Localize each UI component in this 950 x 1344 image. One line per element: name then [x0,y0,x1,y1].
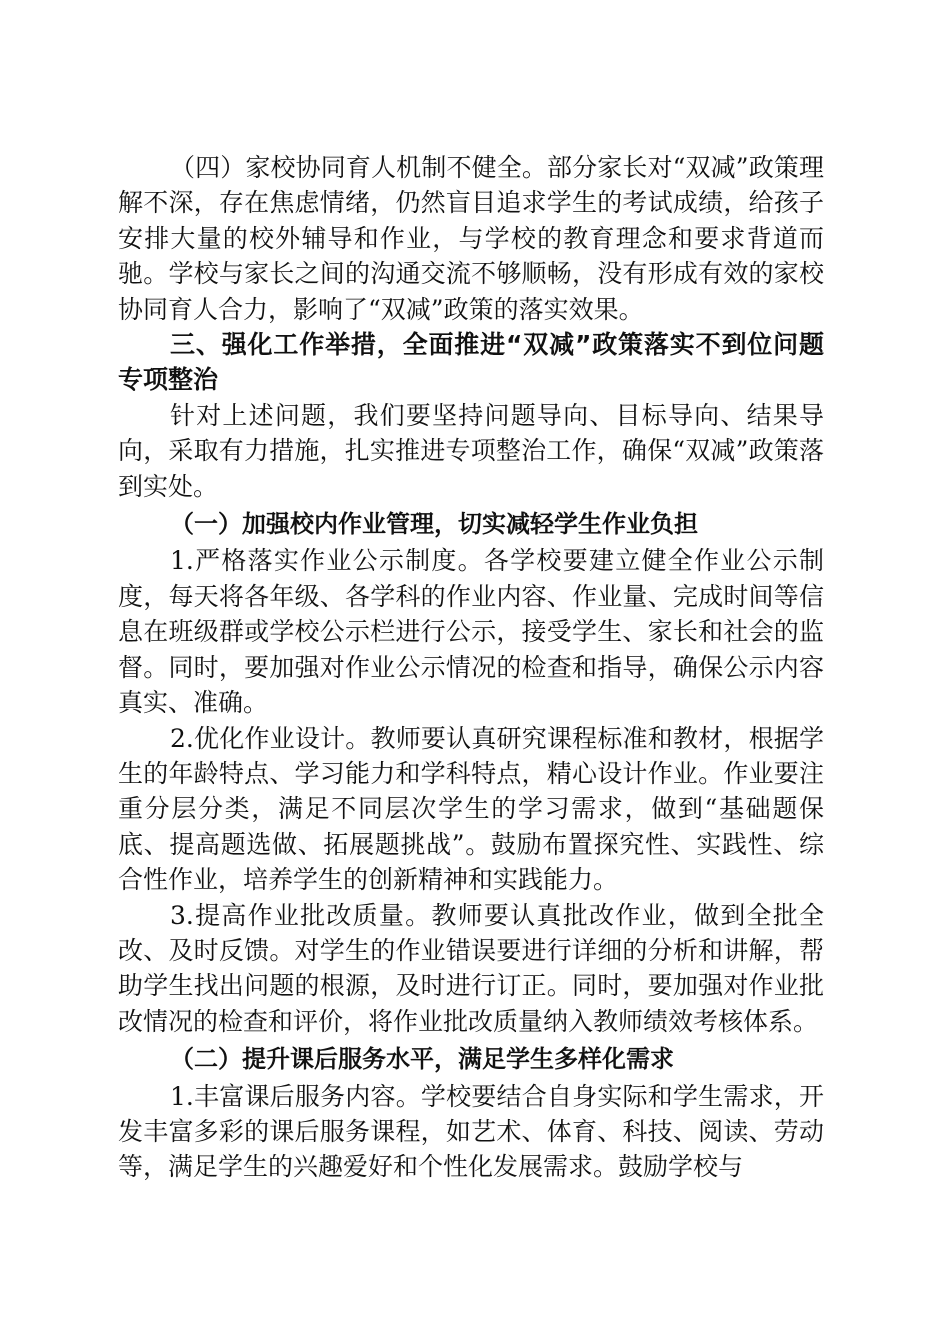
paragraph-service-content: 1.丰富课后服务内容。学校要结合自身实际和学生需求，开发丰富多彩的课后服务课程，如艺术、体育、科技、阅读、劳动等，满足学生的兴趣爱好和个性化发展需求。鼓励学校与 [118,1081,824,1182]
paragraph-homework-design: 2.优化作业设计。教师要认真研究课程标准和教材，根据学生的年龄特点、学习能力和学科特点，精心设计作业。作业要注重分层分类，满足不同层次学生的学习需求，做到“基础题保底、提高题选做、拓展题挑战”。鼓励布置探究性、实践性、综合性作业，培养学生的创新精神和实践能力。 [118,723,824,895]
document-page [118,150,824,1185]
subheading-homework-management: （一）加强校内作业管理，切实减轻学生作业负担 [170,509,698,539]
section-heading-three: 三、强化工作举措，全面推进“双减”政策落实不到位问题专项整治 [118,330,824,395]
paragraph-intro-measures: 针对上述问题，我们要坚持问题导向、目标导向、结果导向，采取有力措施，扎实推进专项整治工作，确保“双减”政策落到实处。 [118,400,824,501]
subheading-after-school-service: （二）提升课后服务水平，满足学生多样化需求 [170,1044,674,1074]
paragraph-homework-publicity: 1.严格落实作业公示制度。各学校要建立健全作业公示制度，每天将各年级、各学科的作业内容、作业量、完成时间等信息在班级群或学校公示栏进行公示，接受学生、家长和社会的监督。同时，要加强对作业公示情况的检查和指导，确保公示内容真实、准确。 [118,546,824,718]
paragraph-homework-correction: 3.提高作业批改质量。教师要认真批改作业，做到全批全改、及时反馈。对学生的作业错误要进行详细的分析和讲解，帮助学生找出问题的根源，及时进行订正。同时，要加强对作业批改情况的检查和评价，将作业批改质量纳入教师绩效考核体系。 [118,900,824,1036]
paragraph-home-school-issue: （四）家校协同育人机制不健全。部分家长对“双减”政策理解不深，存在焦虑情绪，仍然盲目追求学生的考试成绩，给孩子安排大量的校外辅导和作业，与学校的教育理念和要求背道而驰。学校与家长之间的沟通交流不够顺畅，没有形成有效的家校协同育人合力，影响了“双减”政策的落实效果。 [118,153,824,324]
